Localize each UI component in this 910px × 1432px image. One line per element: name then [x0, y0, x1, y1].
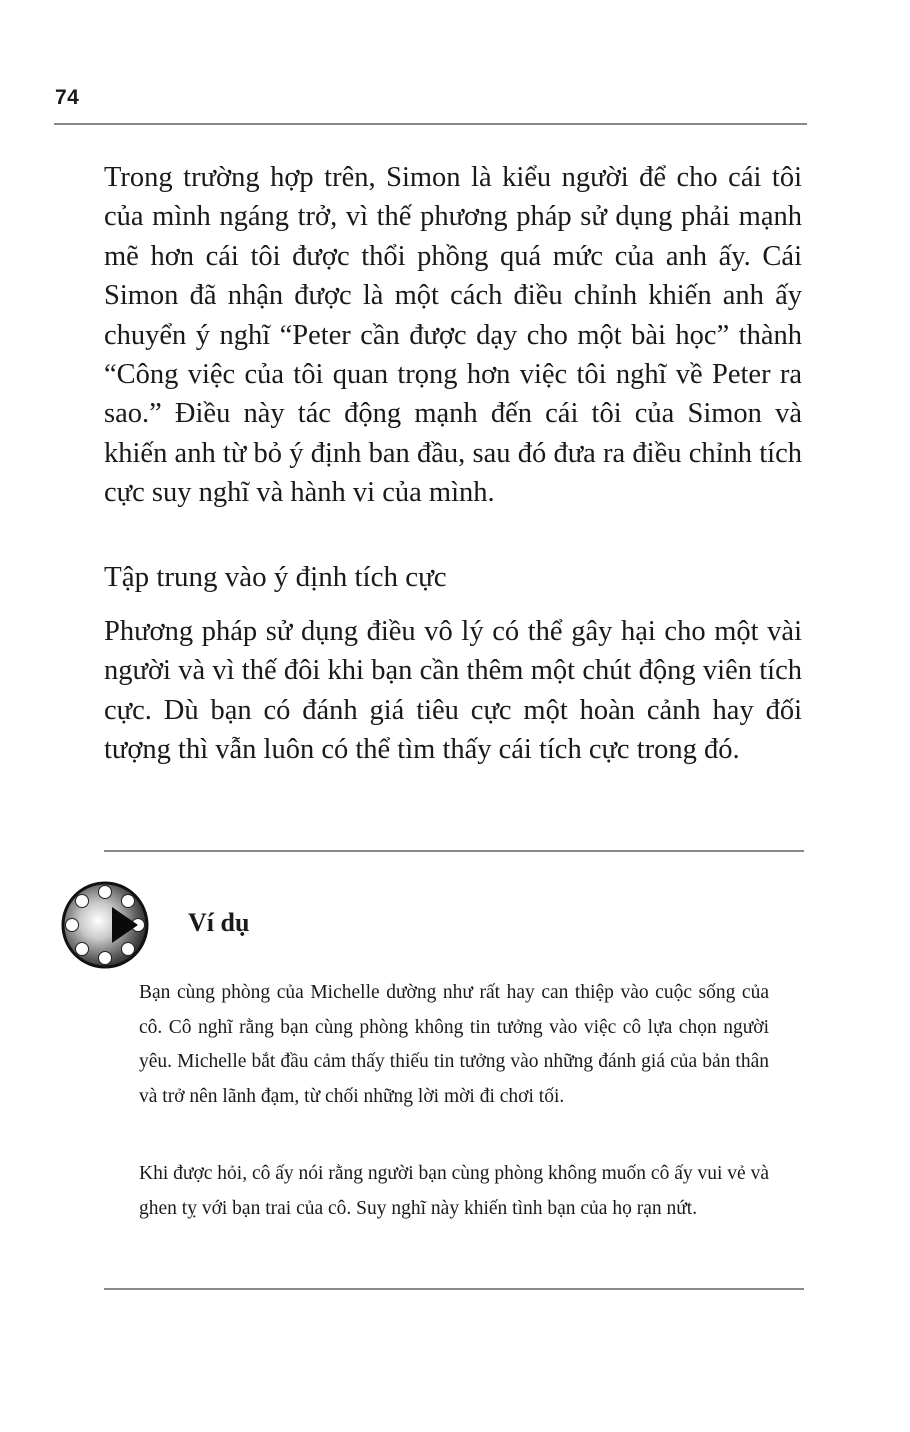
page-number: 74 [55, 86, 80, 109]
example-title: Ví dụ [188, 908, 250, 937]
film-reel-play-icon [60, 880, 150, 970]
header-rule [54, 123, 807, 125]
body-paragraph: Phương pháp sử dụng điều vô lý có thể gây hại cho một vài người và vì thế đôi khi bạn cần thêm một chút động viên tích cực. Dù bạn có đánh giá tiêu cực một hoàn cảnh hay đối tượng thì vẫn luôn có thể tìm thấy cái tích cực trong đó. [104, 616, 802, 766]
example-box-bottom-rule [104, 1288, 804, 1290]
example-box-top-rule [104, 850, 804, 852]
section-heading: Tập trung vào ý định tích cực [104, 561, 447, 593]
example-paragraph: Bạn cùng phòng của Michelle dường như rất hay can thiệp vào cuộc sống của cô. Cô nghĩ rằng bạn cùng phòng không tin tưởng vào việc cô lựa chọn người yêu. Michelle bắt đầu cảm thấy thiếu tin tưởng vào những đánh giá của bản thân và trở nên lãnh đạm, từ chối những lời mời đi chơi tối. [139, 982, 769, 1107]
body-paragraph: Trong trường hợp trên, Simon là kiểu người để cho cái tôi của mình ngáng trở, vì thế phương pháp sử dụng phải mạnh mẽ hơn cái tôi được thổi phồng quá mức của anh ấy. Cái Simon đã nhận được là một cách điều chỉnh khiến anh ấy chuyển ý nghĩ “Peter cần được dạy cho một bài học” thành “Công việc của tôi quan trọng hơn việc tôi nghĩ về Peter ra sao.” Điều này tác động mạnh đến cái tôi của Simon và khiến anh từ bỏ ý định ban đầu, sau đó đưa ra điều chỉnh tích cực suy nghĩ và hành vi của mình. [104, 162, 802, 509]
example-paragraph: Khi được hỏi, cô ấy nói rằng người bạn cùng phòng không muốn cô ấy vui vẻ và ghen tỵ với bạn trai của cô. Suy nghĩ này khiến tình bạn của họ rạn nứt. [139, 1163, 769, 1219]
